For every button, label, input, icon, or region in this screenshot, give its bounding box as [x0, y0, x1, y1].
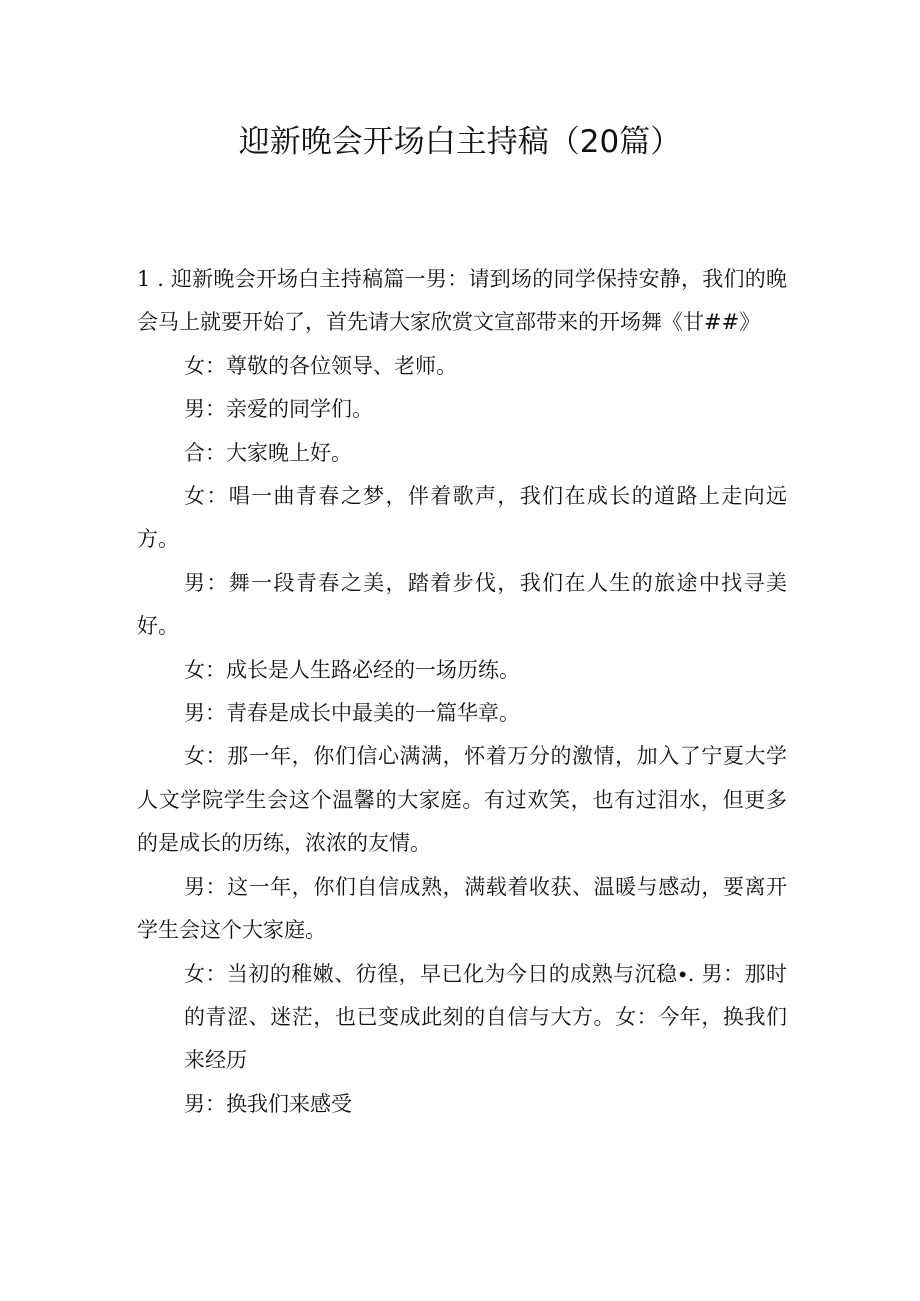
paragraph: 1 . 迎新晚会开场白主持稿篇一男：请到场的同学保持安静，我们的晚会马上就要开始了，首先请大家欣赏文宣部带来的开场舞《甘##》	[137, 267, 787, 335]
paragraph: 男：舞一段青春之美，踏着步伐，我们在人生的旅途中找寻美好。	[137, 570, 787, 639]
paragraph: 合：大家晚上好。	[184, 440, 352, 465]
document-body	[137, 258, 787, 1126]
paragraph: 男：亲爱的同学们。	[184, 397, 373, 422]
document-title: 迎新晚会开场白主持稿（20篇）	[238, 124, 682, 160]
paragraph: 女：那一年，你们信心满满，怀着万分的激情，加入了宁夏大学人文学院学生会这个温馨的大家庭。有过欢笑，也有过泪水，但更多的是成长的历练，浓浓的友情。	[137, 744, 787, 856]
paragraph: 男：青春是成长中最美的一篇华章。	[184, 701, 520, 726]
paragraph: 女：尊敬的各位领导、老师。	[184, 353, 457, 378]
paragraph: 女：唱一曲青春之梦，伴着歌声，我们在成长的道路上走向远方。	[137, 484, 787, 552]
paragraph: 女：成长是人生路必经的一场历练。	[184, 657, 520, 682]
paragraph: 男：这一年，你们自信成熟，满载着收获、温暖与感动，要离开学生会这个大家庭。	[137, 874, 787, 943]
paragraph: 女：当初的稚嫩、彷徨，早已化为今日的成熟与沉稳∙. 男：那时的青涩、迷茫，也已变成此刻的自信与大方。女：今年，换我们来经历	[184, 961, 787, 1073]
paragraph: 男：换我们来感受	[184, 1091, 352, 1116]
